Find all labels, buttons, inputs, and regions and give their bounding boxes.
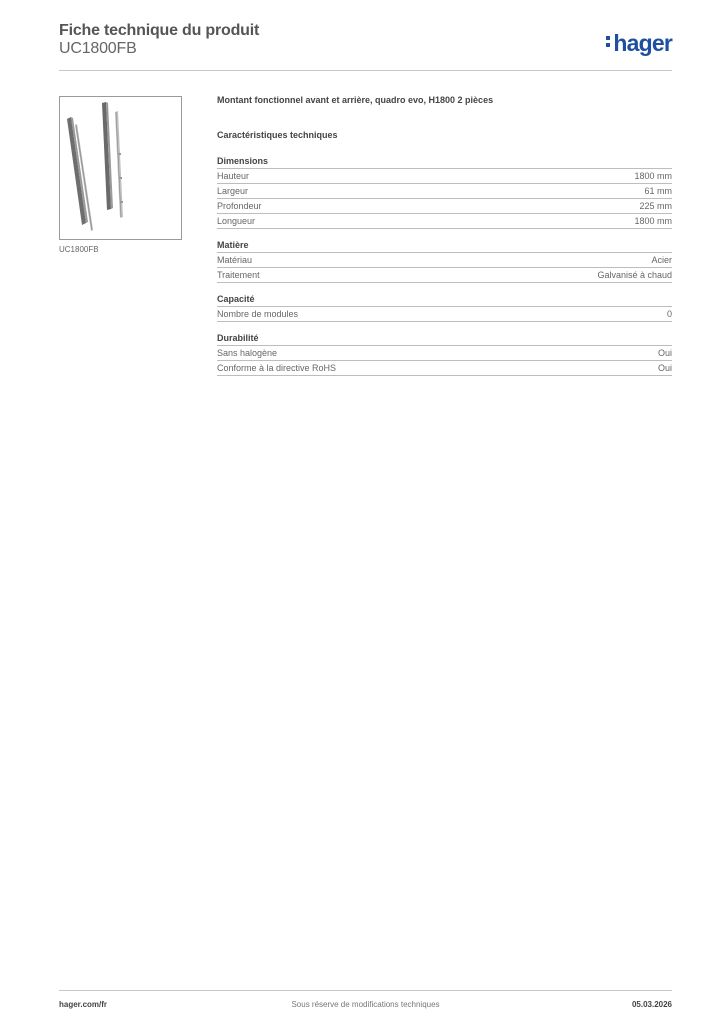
spec-group-material <box>217 240 672 283</box>
spec-value: Oui <box>657 348 672 358</box>
spec-value: Acier <box>651 255 672 265</box>
image-caption: UC1800FB <box>59 245 99 254</box>
product-description: Montant fonctionnel avant et arrière, quadro evo, H1800 2 pièces <box>217 95 494 105</box>
page-title: Fiche technique du produit <box>59 22 260 39</box>
hager-logo <box>606 30 672 57</box>
spec-group-capacity <box>217 294 672 322</box>
spec-label: Longueur <box>217 216 256 226</box>
group-title: Matière <box>217 240 672 253</box>
product-reference: UC1800FB <box>59 40 137 57</box>
spec-content <box>217 95 672 387</box>
spec-row <box>217 199 672 214</box>
spec-group-dimensions <box>217 156 672 229</box>
footer-notice: Sous réserve de modifications techniques <box>291 1000 440 1009</box>
spec-row <box>217 268 672 283</box>
spec-label: Largeur <box>217 186 249 196</box>
footer-date: 05.03.2026 <box>631 1000 672 1009</box>
logo-text: hager <box>613 30 672 56</box>
spec-value: 0 <box>666 309 672 319</box>
spec-value: 1800 mm <box>634 216 672 226</box>
group-title: Capacité <box>217 294 672 307</box>
section-heading: Caractéristiques techniques <box>217 130 338 140</box>
group-title: Durabilité <box>217 333 672 346</box>
spec-row <box>217 346 672 361</box>
footer-website: hager.com/fr <box>59 1000 108 1009</box>
spec-value: 1800 mm <box>634 171 672 181</box>
spec-row <box>217 361 672 376</box>
product-image <box>59 96 182 240</box>
spec-row <box>217 214 672 229</box>
spec-label: Matériau <box>217 255 253 265</box>
spec-value: 225 mm <box>639 201 672 211</box>
spec-value: 61 mm <box>644 186 672 196</box>
page-header <box>59 22 672 71</box>
spec-row <box>217 169 672 184</box>
spec-label: Nombre de modules <box>217 309 299 319</box>
spec-label: Profondeur <box>217 201 262 211</box>
upright-rails-icon <box>60 97 181 239</box>
spec-label: Sans halogène <box>217 348 278 358</box>
spec-row <box>217 253 672 268</box>
spec-label: Traitement <box>217 270 260 280</box>
spec-value: Galvanisé à chaud <box>597 270 672 280</box>
page-footer <box>59 990 672 1015</box>
spec-value: Oui <box>657 363 672 373</box>
spec-label: Hauteur <box>217 171 250 181</box>
spec-row <box>217 307 672 322</box>
spec-label: Conforme à la directive RoHS <box>217 363 337 373</box>
spec-row <box>217 184 672 199</box>
logo-dots-icon <box>606 36 611 50</box>
spec-group-durability <box>217 333 672 376</box>
group-title: Dimensions <box>217 156 672 169</box>
